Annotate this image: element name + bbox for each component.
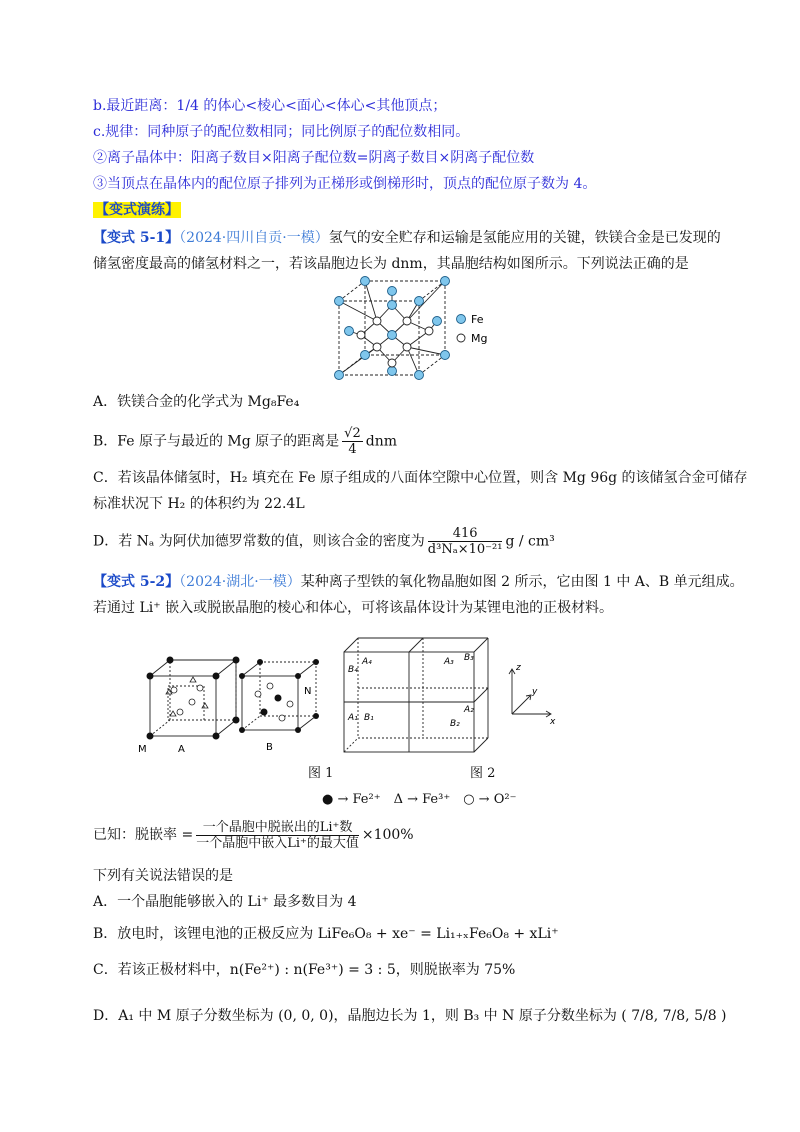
axis-z: z [516,663,521,673]
axes-icon [509,669,551,717]
unit-a-cube [150,660,236,736]
q2-option-b: B．放电时，该锂电池的正极反应为 LiFe₆O₈ + xe⁻ = Li₁₊ₓFe₆O₈ + xLi⁺ [93,926,559,942]
ion-legend: ● → Fe²⁺ Δ → Fe³⁺ ○ → O²⁻ [322,792,517,807]
figure-1-caption: 图 1 [308,766,334,781]
intro-line-c: c.规律：同种原子的配位数相同；同比例原子的配位数相同。 [93,124,470,140]
known-formula: 已知：脱嵌率 = $\frac{\text{一个晶胞中脱嵌出的Li⁺数}}{\text{一个晶胞中嵌入Li⁺的最大值}}$ ×100% [93,819,414,851]
q1-option-c-line2: 标准状况下 H₂ 的体积约为 22.4L [93,496,305,512]
iron-oxide-figures [130,632,570,757]
q1-option-d: D．若 Nₐ 为阿伏加德罗常数的值，则该合金的密度为 $\frac{416}{\text{d³Nₐ×10⁻²¹}}$ g / cm³ [93,526,555,557]
label-m: M [138,744,147,755]
q2-option-c: C．若该正极材料中，n(Fe²⁺) : n(Fe³⁺) = 3 : 5，则脱嵌率为 75% [93,962,516,978]
q1-stem-line2: 储氢密度最高的储氢材料之一，若该晶胞边长为 dnm，其晶胞结构如图所示。下列说法正确的是 [93,256,689,272]
cell-b2: B₂ [450,719,460,729]
cell-b4: B₄ [348,665,358,675]
intro-line-3: ③当顶点在晶体内的配位原子排列为正梯形或倒梯形时，顶点的配位原子数为 4。 [93,176,597,192]
fe-mg-unit-cell-figure [325,275,495,385]
intro-line-2: ②离子晶体中：阳离子数目×阳离子配位数=阴离子数目×阴离子配位数 [93,150,535,166]
q2-option-a: A．一个晶胞能够嵌入的 Li⁺ 最多数目为 4 [93,894,357,910]
mg-legend-label: Mg [471,332,488,345]
q1-stem-line1: 【变式 5-1】（2024·四川自贡·一模）氢气的安全贮存和运输是氢能应用的关键，铁镁合金是已发现的 [93,230,721,246]
cell-a4: A₄ [362,657,372,667]
axis-x: x [550,717,556,727]
fe-legend-label: Fe [471,313,484,326]
q2-prompt: 下列有关说法错误的是 [93,868,233,884]
q1-option-a: A．铁镁合金的化学式为 Mg₈Fe₄ [93,394,300,410]
q1-option-c-line1: C．若该晶体储氢时，H₂ 填充在 Fe 原子组成的八面体空隙中心位置，则含 Mg 96g 的该储氢合金可储存 [93,470,748,486]
cell-a3: A₃ [444,657,454,667]
cell-a2: A₂ [464,705,474,715]
cell-b1: B₁ [364,713,374,723]
cell-b3: B₃ [464,653,474,663]
axis-y: y [532,687,538,697]
fe-legend-icon [457,315,466,324]
q1-option-b: B．Fe 原子与最近的 Mg 原子的距离是 $\frac{√2}{4}$ dnm [93,426,397,457]
q2-option-d: D．A₁ 中 M 原子分数坐标为 (0, 0, 0)，晶胞边长为 1，则 B₃ 中 N 原子分数坐标为 ( 7/8, 7/8, 5/8 ) [93,1008,727,1024]
figure-2-caption: 图 2 [470,766,496,781]
q2-stem-line1: 【变式 5-2】（2024·湖北·一模）某种离子型铁的氧化物晶胞如图 2 所示，它由图 1 中 A、B 单元组成。 [93,574,744,590]
intro-line-b: b.最近距离：1/4 的体心<棱心<面心<体心<其他顶点； [93,98,447,114]
label-n: N [304,686,312,697]
label-a: A [178,744,185,755]
label-b: B [266,742,273,753]
q2-stem-line2: 若通过 Li⁺ 嵌入或脱嵌晶胞的棱心和体心，可将该晶体设计为某锂电池的正极材料。 [93,600,614,616]
section-title: 【变式演练】 [95,202,179,218]
mg-legend-icon [457,334,465,342]
cell-a1: A₁ [348,713,358,723]
